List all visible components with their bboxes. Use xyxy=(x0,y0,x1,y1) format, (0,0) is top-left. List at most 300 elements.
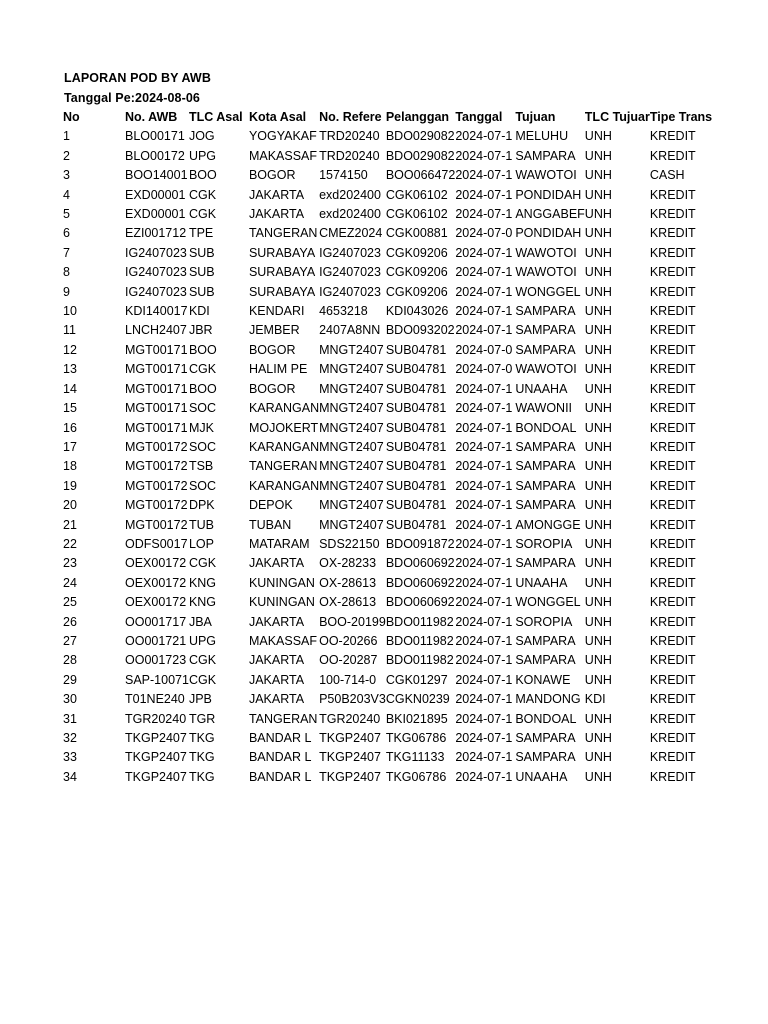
cell-no: 22 xyxy=(63,536,77,551)
table-row xyxy=(63,263,716,282)
cell-awb: BLO00172 xyxy=(125,148,185,163)
cell-tlc-tujuan: UNH xyxy=(584,750,612,765)
cell-pelanggan: TKG11133 xyxy=(385,750,445,765)
cell-tanggal: 2024-07-1 xyxy=(455,245,513,260)
cell-tlc-tujuan: UNH xyxy=(584,614,612,629)
cell-tanggal: 2024-07-1 xyxy=(455,459,513,474)
table-row xyxy=(63,477,716,496)
cell-awb: EXD00001 xyxy=(125,207,186,222)
cell-awb: MGT00172 xyxy=(125,517,188,532)
cell-kota-asal: KARANGAN xyxy=(248,439,320,454)
cell-awb: LNCH2407 xyxy=(125,323,187,338)
cell-awb: T01NE240 xyxy=(125,692,185,707)
cell-awb: TGR20240 xyxy=(125,711,187,726)
cell-tujuan: SAMPARA xyxy=(515,633,576,648)
cell-no-referensi: MNGT2407 xyxy=(319,439,384,454)
cell-awb: OEX00172 xyxy=(125,556,187,571)
cell-kota-asal: JAKARTA xyxy=(248,556,305,571)
cell-pelanggan: CGKN0239 xyxy=(385,692,450,707)
cell-tipe-trans: KREDIT xyxy=(649,207,696,222)
cell-tlc-asal: SOC xyxy=(188,401,217,416)
pod-table xyxy=(63,108,716,787)
table-row xyxy=(63,690,716,709)
cell-no: 16 xyxy=(63,420,77,435)
cell-kota-asal: KARANGAN xyxy=(248,401,320,416)
cell-tlc-asal: BOO xyxy=(188,381,217,396)
cell-no-referensi: BOO-20199 xyxy=(319,614,386,629)
cell-pelanggan: SUB04781 xyxy=(385,517,447,532)
table-row xyxy=(63,593,716,612)
cell-no: 31 xyxy=(63,711,77,726)
cell-pelanggan: SUB04781 xyxy=(385,381,447,396)
cell-tujuan: SAMPARA xyxy=(515,342,576,357)
cell-awb: MGT00172 xyxy=(125,498,188,513)
cell-awb: MGT00171 xyxy=(125,342,188,357)
cell-tanggal: 2024-07-1 xyxy=(455,711,513,726)
cell-no-referensi: MNGT2407 xyxy=(319,362,384,377)
cell-tujuan: SAMPARA xyxy=(515,323,576,338)
cell-pelanggan: BKI021895 xyxy=(385,711,448,726)
cell-tlc-tujuan: UNH xyxy=(584,517,612,532)
cell-tipe-trans: KREDIT xyxy=(649,556,696,571)
cell-tanggal: 2024-07-1 xyxy=(455,614,513,629)
cell-tanggal: 2024-07-1 xyxy=(455,265,513,280)
cell-awb: MGT00172 xyxy=(125,478,188,493)
cell-tanggal: 2024-07-1 xyxy=(455,439,513,454)
cell-tlc-tujuan: UNH xyxy=(584,731,612,745)
cell-tlc-tujuan: UNH xyxy=(584,168,612,183)
cell-no-referensi: exd202400 xyxy=(319,207,381,222)
table-row xyxy=(63,768,716,787)
cell-awb: MGT00171 xyxy=(125,420,188,435)
cell-kota-asal: BANDAR L xyxy=(248,750,312,765)
cell-tanggal: 2024-07-1 xyxy=(455,769,513,784)
cell-pelanggan: BDO091872 xyxy=(385,536,455,551)
table-row xyxy=(63,341,716,360)
cell-kota-asal: MATARAM xyxy=(248,536,310,551)
table-row xyxy=(63,632,716,651)
cell-awb: MGT00171 xyxy=(125,381,188,396)
cell-pelanggan: BDO029082 xyxy=(385,148,455,163)
cell-no: 12 xyxy=(63,342,77,357)
cell-awb: MGT00172 xyxy=(125,459,188,474)
cell-no-referensi: P50B203V3 xyxy=(319,692,386,707)
cell-no: 14 xyxy=(63,381,77,396)
cell-tanggal: 2024-07-1 xyxy=(455,304,513,319)
cell-tipe-trans: KREDIT xyxy=(649,692,696,707)
cell-no: 26 xyxy=(63,614,77,629)
cell-tlc-tujuan: UNH xyxy=(584,633,612,648)
cell-tlc-tujuan: UNH xyxy=(584,323,612,338)
cell-tlc-asal: CGK xyxy=(188,672,217,687)
cell-tlc-tujuan: UNH xyxy=(584,226,612,241)
cell-no-referensi: SDS22150 xyxy=(319,536,380,551)
cell-tujuan: WAWOTOI xyxy=(515,362,577,377)
cell-tanggal: 2024-07-1 xyxy=(455,498,513,513)
cell-tlc-tujuan: UNH xyxy=(584,711,612,726)
cell-tipe-trans: KREDIT xyxy=(649,672,696,687)
cell-tujuan: WONGGEL xyxy=(515,284,581,299)
cell-tlc-asal: KNG xyxy=(188,595,217,610)
cell-awb: IG2407023 xyxy=(125,245,187,260)
cell-awb: TKGP2407 xyxy=(125,731,187,745)
cell-tipe-trans: KREDIT xyxy=(649,653,696,668)
cell-tipe-trans: KREDIT xyxy=(649,226,696,241)
cell-pelanggan: BDO093202 xyxy=(385,323,455,338)
table-row xyxy=(63,244,716,263)
table-row xyxy=(63,574,716,593)
table-row xyxy=(63,516,716,535)
table-row xyxy=(63,729,716,748)
cell-tanggal: 2024-07-1 xyxy=(455,168,513,183)
cell-tlc-tujuan: KDI xyxy=(584,692,606,707)
cell-tipe-trans: KREDIT xyxy=(649,575,696,590)
cell-tujuan: UNAAHA xyxy=(515,575,568,590)
cell-tujuan: WAWOTOI xyxy=(515,265,577,280)
cell-tujuan: MANDONG xyxy=(515,692,581,707)
cell-kota-asal: MOJOKERT xyxy=(248,420,319,435)
cell-tujuan: BONDOAL xyxy=(515,420,577,435)
cell-tlc-tujuan: UNH xyxy=(584,245,612,260)
cell-no-referensi: 4653218 xyxy=(319,304,368,319)
cell-tujuan: UNAAHA xyxy=(515,769,568,784)
cell-kota-asal: JAKARTA xyxy=(248,692,305,707)
cell-tanggal: 2024-07-1 xyxy=(455,323,513,338)
cell-tlc-asal: BOO xyxy=(188,168,217,183)
cell-no-referensi: TKGP2407 xyxy=(319,731,381,745)
cell-kota-asal: BANDAR L xyxy=(248,731,312,745)
cell-tlc-tujuan: UNH xyxy=(584,595,612,610)
cell-no-referensi: TGR20240 xyxy=(319,711,381,726)
cell-tlc-asal: CGK xyxy=(188,653,217,668)
cell-tlc-asal: TPE xyxy=(188,226,214,241)
cell-awb: MGT00171 xyxy=(125,401,188,416)
cell-no-referensi: MNGT2407 xyxy=(319,498,384,513)
cell-pelanggan: CGK01297 xyxy=(385,672,448,687)
cell-no: 27 xyxy=(63,633,77,648)
cell-awb: OO001717 xyxy=(125,614,187,629)
cell-no-referensi: MNGT2407 xyxy=(319,342,384,357)
cell-tanggal: 2024-07-1 xyxy=(455,575,513,590)
cell-tanggal: 2024-07-1 xyxy=(455,187,513,202)
cell-tlc-tujuan: UNH xyxy=(584,304,612,319)
cell-tlc-asal: UPG xyxy=(188,148,217,163)
cell-tlc-asal: SOC xyxy=(188,439,217,454)
table-row xyxy=(63,321,716,340)
cell-tanggal: 2024-07-1 xyxy=(455,420,513,435)
cell-awb: TKGP2407 xyxy=(125,750,187,765)
cell-pelanggan: BDO060692 xyxy=(385,595,455,610)
cell-no: 11 xyxy=(63,323,76,338)
cell-kota-asal: BOGOR xyxy=(248,342,296,357)
cell-pelanggan: BOO066472 xyxy=(385,168,456,183)
cell-tujuan: SAMPARA xyxy=(515,498,576,513)
cell-kota-asal: HALIM PE xyxy=(248,362,308,377)
col-header-tanggal: Tanggal xyxy=(455,110,503,124)
cell-tujuan: SAMPARA xyxy=(515,750,576,765)
cell-tujuan: PONDIDAH xyxy=(515,187,582,202)
table-row xyxy=(63,613,716,632)
cell-pelanggan: CGK09206 xyxy=(385,265,448,280)
cell-tipe-trans: KREDIT xyxy=(649,362,696,377)
table-row xyxy=(63,205,716,224)
cell-tlc-asal: JPB xyxy=(188,692,212,707)
cell-awb: OEX00172 xyxy=(125,595,187,610)
cell-kota-asal: SURABAYA xyxy=(248,245,316,260)
cell-kota-asal: JAKARTA xyxy=(248,672,305,687)
cell-tipe-trans: KREDIT xyxy=(649,769,696,784)
cell-tlc-asal: MJK xyxy=(188,420,214,435)
cell-tlc-asal: DPK xyxy=(188,498,215,513)
cell-kota-asal: SURABAYA xyxy=(248,284,316,299)
col-header-tlc-tujuan: TLC Tujuar xyxy=(584,110,650,124)
cell-tipe-trans: KREDIT xyxy=(649,439,696,454)
cell-tujuan: SAMPARA xyxy=(515,731,576,745)
cell-no-referensi: TRD20240 xyxy=(319,129,380,144)
cell-tlc-tujuan: UNH xyxy=(584,187,612,202)
table-row xyxy=(63,438,716,457)
cell-tlc-asal: TGR xyxy=(188,711,216,726)
table-row xyxy=(63,186,716,205)
cell-no-referensi: TKGP2407 xyxy=(319,769,381,784)
cell-pelanggan: KDI043026 xyxy=(385,304,449,319)
cell-awb: BLO00171 xyxy=(125,129,185,144)
col-header-tlc-asal: TLC Asal xyxy=(188,110,243,124)
table-row xyxy=(63,671,716,690)
cell-tlc-tujuan: UNH xyxy=(584,672,612,687)
cell-no: 13 xyxy=(63,362,77,377)
cell-tlc-asal: UPG xyxy=(188,633,217,648)
cell-tipe-trans: KREDIT xyxy=(649,265,696,280)
cell-tlc-tujuan: UNH xyxy=(584,478,612,493)
cell-tlc-tujuan: UNH xyxy=(584,536,612,551)
cell-no-referensi: IG2407023 xyxy=(319,284,381,299)
cell-tujuan: SAMPARA xyxy=(515,148,576,163)
cell-tanggal: 2024-07-1 xyxy=(455,401,513,416)
cell-tanggal: 2024-07-1 xyxy=(455,129,513,144)
cell-kota-asal: BANDAR L xyxy=(248,769,312,784)
col-header-kota-asal: Kota Asal xyxy=(248,110,307,124)
cell-no: 2 xyxy=(63,148,70,163)
cell-no-referensi: exd202400 xyxy=(319,187,381,202)
cell-no: 10 xyxy=(63,304,77,319)
cell-pelanggan: SUB04781 xyxy=(385,498,447,513)
cell-pelanggan: BDO011982 xyxy=(385,633,454,648)
cell-kota-asal: JEMBER xyxy=(248,323,300,338)
cell-no-referensi: OX-28233 xyxy=(319,556,377,571)
table-row xyxy=(63,166,716,185)
report-title: LAPORAN POD BY AWB xyxy=(64,71,211,85)
cell-no-referensi: TRD20240 xyxy=(319,148,380,163)
cell-no-referensi: CMEZ2024 xyxy=(319,226,383,241)
cell-no: 24 xyxy=(63,575,77,590)
cell-tlc-asal: TSB xyxy=(188,459,214,474)
table-row xyxy=(63,457,716,476)
cell-no-referensi: 1574150 xyxy=(319,168,368,183)
cell-pelanggan: SUB04781 xyxy=(385,439,447,454)
cell-tanggal: 2024-07-1 xyxy=(455,556,513,571)
cell-no-referensi: OX-28613 xyxy=(319,575,377,590)
table-row xyxy=(63,651,716,670)
cell-tujuan: SAMPARA xyxy=(515,653,576,668)
table-row xyxy=(63,283,716,302)
cell-tipe-trans: KREDIT xyxy=(649,731,696,745)
cell-awb: MGT00172 xyxy=(125,439,188,454)
cell-awb: TKGP2407 xyxy=(125,769,187,784)
cell-tlc-tujuan: UNH xyxy=(584,439,612,454)
cell-tlc-asal: JOG xyxy=(188,129,215,144)
cell-no-referensi: TKGP2407 xyxy=(319,750,381,765)
cell-pelanggan: BDO060692 xyxy=(385,556,455,571)
cell-pelanggan: CGK06102 xyxy=(385,187,448,202)
cell-no: 34 xyxy=(63,769,77,784)
table-row xyxy=(63,554,716,573)
cell-no-referensi: IG2407023 xyxy=(319,245,381,260)
cell-pelanggan: CGK09206 xyxy=(385,245,448,260)
cell-tlc-tujuan: UNH xyxy=(584,129,612,144)
cell-tlc-asal: JBR xyxy=(188,323,213,338)
cell-no: 25 xyxy=(63,595,77,610)
cell-tujuan: BONDOAL xyxy=(515,711,577,726)
cell-tipe-trans: KREDIT xyxy=(649,614,696,629)
cell-pelanggan: SUB04781 xyxy=(385,362,447,377)
cell-awb: MGT00171 xyxy=(125,362,188,377)
cell-kota-asal: SURABAYA xyxy=(248,265,316,280)
cell-kota-asal: JAKARTA xyxy=(248,653,305,668)
report-date: Tanggal Pe:2024-08-06 xyxy=(64,91,200,105)
cell-tlc-tujuan: UNH xyxy=(584,148,612,163)
cell-tlc-asal: TKG xyxy=(188,731,215,745)
cell-tipe-trans: KREDIT xyxy=(649,478,696,493)
cell-tlc-asal: SUB xyxy=(188,284,215,299)
cell-tanggal: 2024-07-1 xyxy=(455,536,513,551)
cell-pelanggan: SUB04781 xyxy=(385,459,447,474)
cell-kota-asal: TUBAN xyxy=(248,517,292,532)
cell-no: 6 xyxy=(63,226,70,241)
cell-tanggal: 2024-07-1 xyxy=(455,672,513,687)
cell-awb: IG2407023 xyxy=(125,265,187,280)
cell-no: 15 xyxy=(63,401,77,416)
cell-no: 5 xyxy=(63,207,70,222)
cell-no: 30 xyxy=(63,692,77,707)
cell-kota-asal: MAKASSAF xyxy=(248,148,318,163)
cell-awb: SAP-10071 xyxy=(125,672,189,687)
table-header-row xyxy=(63,108,716,127)
cell-pelanggan: CGK06102 xyxy=(385,207,448,222)
table-row xyxy=(63,127,716,146)
cell-tipe-trans: CASH xyxy=(649,168,685,183)
cell-tlc-asal: KDI xyxy=(188,304,210,319)
table-row xyxy=(63,302,716,321)
cell-no: 32 xyxy=(63,731,77,745)
cell-tipe-trans: KREDIT xyxy=(649,750,696,765)
col-header-no: No xyxy=(63,110,80,124)
cell-tipe-trans: KREDIT xyxy=(649,498,696,513)
cell-no: 23 xyxy=(63,556,77,571)
cell-tipe-trans: KREDIT xyxy=(649,401,696,416)
cell-tujuan: SOROPIA xyxy=(515,536,573,551)
cell-tanggal: 2024-07-0 xyxy=(455,362,513,377)
cell-tanggal: 2024-07-1 xyxy=(455,750,513,765)
cell-no: 7 xyxy=(63,245,70,260)
cell-tipe-trans: KREDIT xyxy=(649,517,696,532)
cell-tujuan: AMONGGE xyxy=(515,517,581,532)
cell-tlc-asal: SUB xyxy=(188,245,215,260)
cell-no: 4 xyxy=(63,187,70,202)
cell-kota-asal: BOGOR xyxy=(248,168,296,183)
cell-no-referensi: OO-20266 xyxy=(319,633,378,648)
cell-tanggal: 2024-07-1 xyxy=(455,653,513,668)
cell-awb: ODFS0017 xyxy=(125,536,188,551)
cell-awb: IG2407023 xyxy=(125,284,187,299)
cell-tanggal: 2024-07-1 xyxy=(455,478,513,493)
cell-tipe-trans: KREDIT xyxy=(649,420,696,435)
cell-pelanggan: SUB04781 xyxy=(385,478,447,493)
cell-tlc-tujuan: UNH xyxy=(584,342,612,357)
cell-pelanggan: BDO060692 xyxy=(385,575,455,590)
cell-tipe-trans: KREDIT xyxy=(649,536,696,551)
cell-no-referensi: OX-28613 xyxy=(319,595,377,610)
col-header-tujuan: Tujuan xyxy=(515,110,556,124)
cell-tujuan: KONAWE xyxy=(515,672,571,687)
cell-tlc-asal: CGK xyxy=(188,362,217,377)
cell-no: 28 xyxy=(63,653,77,668)
cell-pelanggan: BDO011982 xyxy=(385,614,454,629)
cell-tipe-trans: KREDIT xyxy=(649,245,696,260)
cell-tlc-tujuan: UNH xyxy=(584,362,612,377)
cell-tlc-tujuan: UNH xyxy=(584,284,612,299)
cell-tlc-tujuan: UNH xyxy=(584,265,612,280)
cell-tlc-tujuan: UNH xyxy=(584,498,612,513)
cell-kota-asal: JAKARTA xyxy=(248,614,305,629)
cell-awb: OEX00172 xyxy=(125,575,187,590)
cell-tipe-trans: KREDIT xyxy=(649,323,696,338)
cell-tipe-trans: KREDIT xyxy=(649,129,696,144)
cell-tujuan: SAMPARA xyxy=(515,478,576,493)
cell-pelanggan: TKG06786 xyxy=(385,769,447,784)
table-row xyxy=(63,496,716,515)
cell-tanggal: 2024-07-1 xyxy=(455,207,513,222)
cell-kota-asal: KUNINGAN xyxy=(248,575,315,590)
cell-kota-asal: JAKARTA xyxy=(248,187,305,202)
cell-pelanggan: CGK09206 xyxy=(385,284,448,299)
cell-tujuan: SAMPARA xyxy=(515,439,576,454)
cell-tanggal: 2024-07-1 xyxy=(455,595,513,610)
cell-tanggal: 2024-07-1 xyxy=(455,731,513,745)
cell-tipe-trans: KREDIT xyxy=(649,381,696,396)
cell-tlc-tujuan: UNH xyxy=(584,381,612,396)
cell-tlc-asal: SUB xyxy=(188,265,215,280)
cell-tujuan: SAMPARA xyxy=(515,304,576,319)
cell-tlc-asal: TUB xyxy=(188,517,214,532)
cell-no: 33 xyxy=(63,750,77,765)
cell-no-referensi: OO-20287 xyxy=(319,653,378,668)
cell-tipe-trans: KREDIT xyxy=(649,711,696,726)
cell-no-referensi: MNGT2407 xyxy=(319,478,384,493)
cell-kota-asal: MAKASSAF xyxy=(248,633,318,648)
table-row xyxy=(63,224,716,243)
cell-kota-asal: BOGOR xyxy=(248,381,296,396)
cell-tujuan: WONGGEL xyxy=(515,595,581,610)
cell-no: 8 xyxy=(63,265,70,280)
table-row xyxy=(63,419,716,438)
cell-kota-asal: KUNINGAN xyxy=(248,595,315,610)
cell-awb: OO001721 xyxy=(125,633,187,648)
cell-tlc-asal: CGK xyxy=(188,556,217,571)
col-header-pelanggan: Pelanggan xyxy=(385,110,450,124)
cell-no: 1 xyxy=(63,129,70,144)
cell-tlc-tujuan: UNH xyxy=(584,420,612,435)
